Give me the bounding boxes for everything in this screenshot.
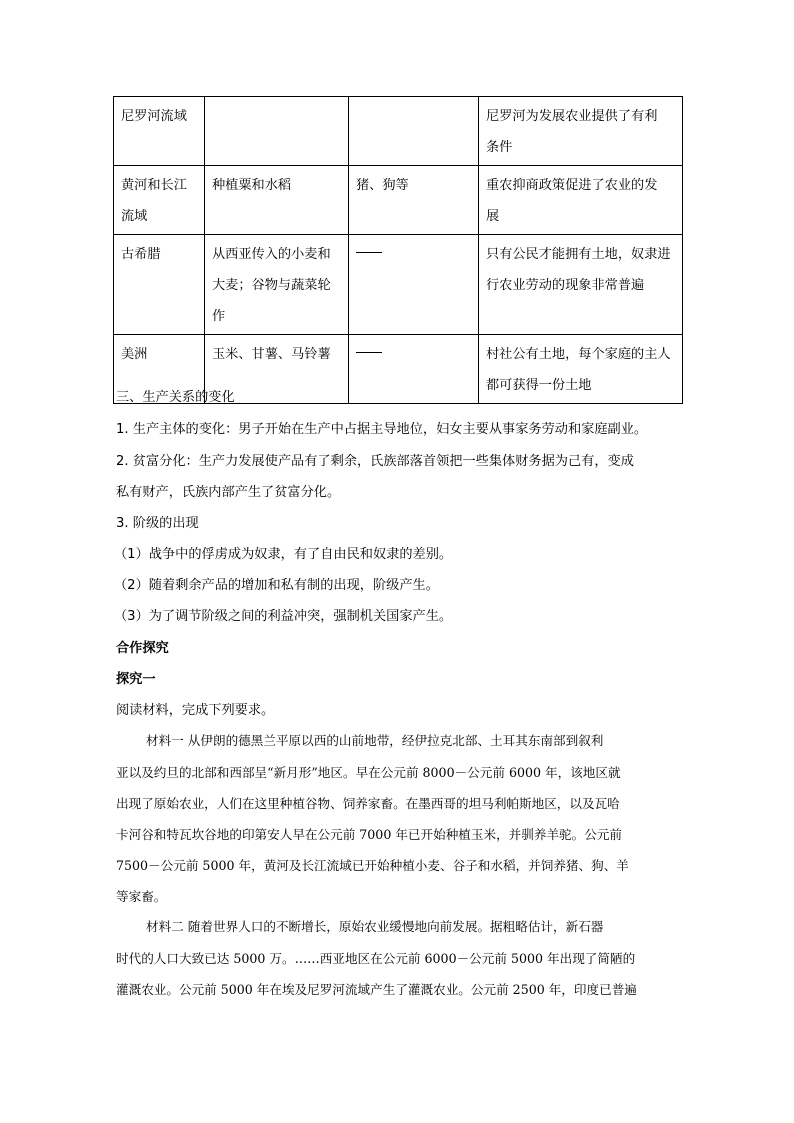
region-cell: 古希腊 bbox=[114, 235, 205, 335]
cooperation-heading: 合作探究 bbox=[116, 641, 169, 656]
table-row bbox=[114, 97, 683, 166]
livestock-cell bbox=[349, 335, 479, 404]
region-cell: 尼罗河流域 bbox=[114, 97, 205, 166]
table-row bbox=[114, 166, 683, 235]
sub-item: （1）战争中的俘虏成为奴隶，有了自由民和奴隶的差别。 bbox=[114, 547, 453, 562]
notes-cell: 村社公有土地，每个家庭的主人 都可获得一份土地 bbox=[479, 335, 683, 404]
table-row bbox=[114, 235, 683, 335]
dash-mark bbox=[356, 352, 382, 353]
paragraph-line: 材料一 从伊朗的德黑兰平原以西的山前地带，经伊拉克北部、土耳其东南部到叙利 bbox=[146, 733, 604, 748]
notes-cell: 只有公民才能拥有土地，奴隶进 行农业劳动的现象非常普遍 bbox=[479, 235, 683, 335]
list-item: 1. 生产主体的变化：男子开始在生产中占据主导地位，妇女主要从事家务劳动和家庭副业。 bbox=[116, 422, 648, 437]
paragraph-line: 卡河谷和特瓦坎谷地的印第安人早在公元前 7000 年已开始种植玉米，并驯养羊驼。公元前 bbox=[116, 827, 623, 842]
dash-mark bbox=[356, 252, 382, 253]
region-cell: 美洲 bbox=[114, 335, 205, 404]
notes-cell: 重农抑商政策促进了农业的发 展 bbox=[479, 166, 683, 235]
agriculture-comparison-table bbox=[113, 96, 683, 404]
list-item: 3. 阶级的出现 bbox=[116, 516, 199, 531]
crops-cell: 种植粟和水稻 bbox=[205, 166, 349, 235]
sub-item: （2）随着剩余产品的增加和私有制的出现，阶级产生。 bbox=[114, 578, 439, 593]
sub-item: （3）为了调节阶级之间的利益冲突，强制机关国家产生。 bbox=[114, 609, 453, 624]
region-cell: 黄河和长江 流域 bbox=[114, 166, 205, 235]
livestock-cell: 猪、狗等 bbox=[349, 166, 479, 235]
notes-cell: 尼罗河为发展农业提供了有利 条件 bbox=[479, 97, 683, 166]
crops-cell bbox=[205, 97, 349, 166]
explore-heading: 探究一 bbox=[116, 672, 156, 687]
instruction-text: 阅读材料，完成下列要求。 bbox=[116, 703, 275, 718]
list-item-continued: 私有财产，氏族内部产生了贫富分化。 bbox=[116, 485, 341, 500]
list-item: 2. 贫富分化：生产力发展使产品有了剩余，氏族部落首领把一些集体财务据为己有，变成 bbox=[116, 454, 634, 469]
paragraph-line: 灌溉农业。公元前 5000 年在埃及尼罗河流域产生了灌溉农业。公元前 2500 年，印度已普遍 bbox=[116, 982, 637, 997]
paragraph-line: 时代的人口大致已达 5000 万。……西亚地区在公元前 6000－公元前 5000 年出现了简陋的 bbox=[116, 951, 636, 966]
paragraph-line: 等家畜。 bbox=[116, 889, 167, 904]
paragraph-line: 亚以及约旦的北部和西部呈“新月形”地区。早在公元前 8000－公元前 6000 年，该地区就 bbox=[116, 765, 621, 780]
section-title: 三、生产关系的变化 bbox=[116, 390, 235, 405]
paragraph-line: 7500－公元前 5000 年，黄河及长江流域已开始种植小麦、谷子和水稻，并饲养猪、狗、羊 bbox=[116, 858, 629, 873]
paragraph-line: 材料二 随着世界人口的不断增长，原始农业缓慢地向前发展。据粗略估计，新石器 bbox=[146, 919, 604, 934]
crops-cell: 玉米、甘薯、马铃薯 bbox=[205, 335, 349, 404]
paragraph-line: 出现了原始农业，人们在这里种植谷物、饲养家畜。在墨西哥的坦马利帕斯地区，以及瓦哈 bbox=[116, 796, 620, 811]
crops-cell: 从西亚传入的小麦和 大麦；谷物与蔬菜轮 作 bbox=[205, 235, 349, 335]
livestock-cell bbox=[349, 97, 479, 166]
livestock-cell bbox=[349, 235, 479, 335]
